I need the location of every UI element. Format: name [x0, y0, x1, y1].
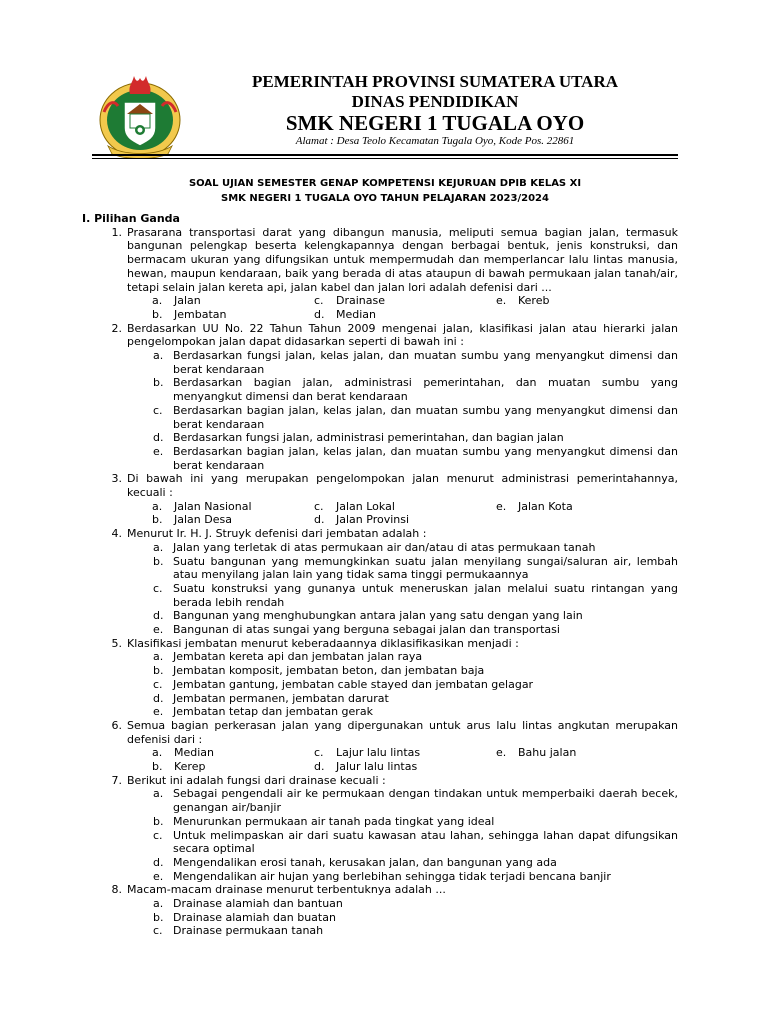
option-letter: c. [153, 677, 163, 691]
option-text: Sebagai pengendali air ke permukaan dengan tindakan untuk memperbaiki daerah becek, genangan air/banjir [173, 787, 678, 815]
option-letter: a. [153, 349, 164, 362]
option-text: Bahu jalan [518, 746, 577, 760]
answer-option [82, 870, 678, 884]
answer-option-row [82, 760, 678, 774]
option-letter: a. [153, 897, 164, 911]
answer-options [82, 294, 678, 321]
answer-option [82, 404, 678, 431]
question-item [82, 472, 678, 499]
answer-option [314, 746, 420, 760]
letterhead-rule-thick [92, 154, 678, 156]
option-letter: b. [153, 554, 164, 568]
answer-option [82, 678, 678, 692]
letterhead-rule-thin [92, 158, 678, 159]
option-letter: b. [153, 814, 164, 828]
option-letter: d. [314, 760, 325, 774]
question-number: 8. [111, 883, 122, 897]
answer-option [314, 760, 417, 774]
option-text: Mengendalikan air hujan yang berlebihan sehingga tidak terjadi bencana banjir [173, 869, 611, 883]
option-letter: b. [152, 760, 163, 774]
option-text: Jalan Nasional [174, 499, 252, 513]
answer-options [82, 349, 678, 472]
option-text: Kerep [174, 760, 206, 774]
option-text: Berdasarkan bagian jalan, administrasi pemerintahan, dan muatan sumbu yang menyangkut dimensi dan berat kendaraan [173, 376, 678, 404]
letterhead [0, 0, 768, 160]
answer-option-row [82, 513, 678, 527]
option-text: Jalan Kota [518, 499, 573, 513]
option-text: Berdasarkan fungsi jalan, administrasi pemerintahan, dan bagian jalan [173, 431, 564, 445]
answer-options [82, 650, 678, 719]
option-text: Jalur lalu lintas [336, 760, 418, 774]
option-letter: b. [153, 910, 164, 924]
answer-option [152, 308, 226, 322]
option-letter: e. [153, 623, 164, 637]
option-letter: c. [153, 403, 163, 417]
answer-option [82, 555, 678, 582]
question-number: 1. [111, 225, 122, 239]
option-text: Drainase alamiah dan bantuan [173, 897, 343, 911]
option-letter: d. [153, 691, 164, 705]
exam-title-line-1: SOAL UJIAN SEMESTER GENAP KOMPETENSI KEJURUAN DPIB KELAS XI [188, 178, 582, 189]
option-text: Jembatan kereta api dan jembatan jalan raya [173, 650, 423, 664]
option-text: Jembatan tetap dan jembatan gerak [173, 705, 373, 719]
question-number: 6. [111, 718, 122, 732]
answer-option [82, 650, 678, 664]
option-text: Jembatan [174, 307, 227, 321]
school-address: Alamat : Desa Teolo Kecamatan Tugala Oyo, Kode Pos. 22861 [295, 135, 575, 147]
option-letter: a. [153, 540, 164, 554]
question-number: 4. [111, 527, 122, 541]
option-letter: d. [153, 609, 164, 623]
answer-options [82, 746, 678, 773]
question-item [82, 637, 678, 651]
option-text: Berdasarkan bagian jalan, kelas jalan, dan muatan sumbu yang menyangkut dimensi dan berat kendaraan [173, 403, 678, 431]
option-letter: b. [153, 664, 164, 678]
question-number: 7. [111, 773, 122, 787]
answer-option [82, 911, 678, 925]
option-letter: e. [153, 444, 164, 458]
option-letter: a. [153, 787, 164, 801]
option-text: Jembatan komposit, jembatan beton, dan jembatan baja [173, 664, 485, 678]
exam-title [90, 176, 680, 206]
answer-option [314, 294, 385, 308]
option-letter: d. [153, 855, 164, 869]
answer-option [496, 500, 573, 514]
question-item [82, 322, 678, 349]
answer-option [82, 349, 678, 376]
answer-option-row [82, 294, 678, 308]
question-item [82, 527, 678, 541]
option-text: Drainase [336, 294, 386, 308]
answer-option [82, 609, 678, 623]
option-letter: e. [153, 705, 164, 719]
answer-option [152, 500, 252, 514]
option-text: Jalan [174, 294, 201, 308]
option-letter: c. [153, 924, 163, 938]
department-line: DINAS PENDIDIKAN [351, 92, 519, 111]
option-text: Jalan yang terletak di atas permukaan air dan/atau di atas permukaan tanah [173, 540, 596, 554]
answer-options [82, 787, 678, 883]
answer-option [82, 829, 678, 856]
option-text: Jembatan permanen, jembatan darurat [173, 691, 389, 705]
answer-option [152, 513, 232, 527]
answer-option [152, 760, 205, 774]
option-letter: e. [496, 294, 507, 308]
answer-option [496, 294, 549, 308]
answer-option [82, 815, 678, 829]
option-text: Suatu konstruksi yang gunanya untuk meneruskan jalan melalui suatu rintangan yang berada lebih rendah [173, 581, 678, 609]
answer-option [496, 746, 576, 760]
option-letter: e. [496, 746, 507, 760]
option-text: Bangunan di atas sungai yang berguna sebagai jalan dan transportasi [173, 623, 560, 637]
question-text: Macam-macam drainase menurut terbentuknya adalah ... [127, 883, 446, 897]
option-letter: a. [152, 499, 163, 513]
answer-option [82, 623, 678, 637]
option-text: Berdasarkan bagian jalan, kelas jalan, dan muatan sumbu yang menyangkut dimensi dan berat kendaraan [173, 444, 678, 472]
answer-option-row [82, 308, 678, 322]
option-letter: e. [496, 499, 507, 513]
question-item [82, 883, 678, 897]
answer-option [82, 376, 678, 403]
option-letter: c. [314, 294, 324, 308]
answer-option [82, 431, 678, 445]
option-text: Jalan Desa [174, 513, 232, 527]
option-text: Mengendalikan erosi tanah, kerusakan jalan, dan bangunan yang ada [173, 855, 557, 869]
option-letter: a. [153, 650, 164, 664]
option-letter: c. [153, 828, 163, 842]
answer-option [82, 692, 678, 706]
question-item [82, 226, 678, 295]
option-letter: b. [152, 513, 163, 527]
option-text: Jalan Provinsi [336, 513, 410, 527]
answer-option [82, 897, 678, 911]
option-letter: e. [153, 869, 164, 883]
question-item [82, 719, 678, 746]
exam-title-line-2: SMK NEGERI 1 TUGALA OYO TAHUN PELAJARAN 2023/2024 [221, 193, 549, 204]
answer-option [152, 294, 201, 308]
option-letter: c. [153, 581, 163, 595]
option-letter: d. [153, 431, 164, 445]
option-text: Suatu bangunan yang memungkinkan suatu jalan menyilang sungai/saluran air, lembah atau menyilang jalan lain yang tidak sama tinggi permukaannya [173, 554, 678, 582]
answer-option [82, 541, 678, 555]
option-text: Berdasarkan fungsi jalan, kelas jalan, dan muatan sumbu yang menyangkut dimensi dan berat kendaraan [173, 349, 678, 376]
question-text: Di bawah ini yang merupakan pengelompokan jalan menurut administrasi pemerintahannya, kecuali : [127, 472, 678, 500]
answer-options [82, 897, 678, 938]
option-letter: b. [153, 376, 164, 390]
question-text: Klasifikasi jembatan menurut keberadaannya diklasifikasikan menjadi : [127, 636, 519, 650]
question-text: Semua bagian perkerasan jalan yang dipergunakan untuk arus lalu lintas angkutan merupakan defenisi dari : [127, 718, 678, 746]
option-text: Lajur lalu lintas [336, 746, 421, 760]
option-text: Drainase permukaan tanah [173, 924, 324, 938]
option-text: Jembatan gantung, jembatan cable stayed dan jembatan gelagar [173, 677, 534, 691]
answer-option [82, 582, 678, 609]
option-text: Jalan Lokal [336, 499, 395, 513]
school-name: SMK NEGERI 1 TUGALA OYO [285, 111, 585, 135]
option-letter: d. [314, 307, 325, 321]
answer-option [82, 664, 678, 678]
question-number: 3. [111, 472, 122, 486]
option-text: Drainase alamiah dan buatan [173, 910, 336, 924]
option-letter: c. [314, 746, 324, 760]
answer-options [82, 500, 678, 527]
answer-option [314, 500, 395, 514]
question-number: 2. [111, 321, 122, 335]
answer-option [82, 924, 678, 938]
question-list [82, 212, 678, 938]
option-text: Median [174, 746, 215, 760]
answer-options [82, 541, 678, 637]
section-heading: I. Pilihan Ganda [82, 212, 180, 225]
question-text: Prasarana transportasi darat yang dibangun manusia, meliputi semua bagian jalan, termasuk bangunan pelengkap beserta kelengkapannya dengan berbagai bentuk, jenis konstruksi, dan bermacam ukuran yang difungsikan untuk mempermudah dan memperlancar lalu lintas manusia, hewan, maupun kendaraan, baik yang berada di atas ataupun di bawah permukaan jalan tanah/air, tetapi selain jalan kereta api, jalan kabel dan jalan lori adalah defenisi dari ... [127, 225, 678, 294]
province-emblem-icon [94, 72, 186, 160]
answer-option [82, 445, 678, 472]
answer-option [152, 746, 214, 760]
option-letter: d. [314, 513, 325, 527]
option-letter: a. [152, 746, 163, 760]
option-letter: c. [314, 499, 324, 513]
answer-option [82, 856, 678, 870]
question-text: Berikut ini adalah fungsi dari drainase kecuali : [127, 773, 386, 787]
question-text: Berdasarkan UU No. 22 Tahun Tahun 2009 mengenai jalan, klasifikasi jalan atau hierarki jalan pengelompokan jalan dapat didasarkan seperti di bawah ini : [127, 321, 678, 349]
option-text: Bangunan yang menghubungkan antara jalan yang satu dengan yang lain [173, 609, 583, 623]
option-letter: b. [152, 307, 163, 321]
answer-option-row [82, 746, 678, 760]
government-line: PEMERINTAH PROVINSI SUMATERA UTARA [252, 72, 618, 91]
answer-option [82, 705, 678, 719]
answer-option-row [82, 500, 678, 514]
option-letter: a. [152, 294, 163, 308]
question-item [82, 774, 678, 788]
answer-option [82, 787, 678, 814]
answer-option [314, 308, 376, 322]
question-number: 5. [111, 636, 122, 650]
question-text: Menurut Ir. H. J. Struyk defenisi dari jembatan adalah : [127, 527, 427, 541]
option-text: Untuk melimpaskan air dari suatu kawasan atau lahan, sehingga lahan dapat difungsikan secara optimal [173, 828, 678, 856]
answer-option [314, 513, 409, 527]
option-text: Median [336, 307, 377, 321]
option-text: Menurunkan permukaan air tanah pada tingkat yang ideal [173, 814, 495, 828]
option-text: Kereb [518, 294, 550, 308]
